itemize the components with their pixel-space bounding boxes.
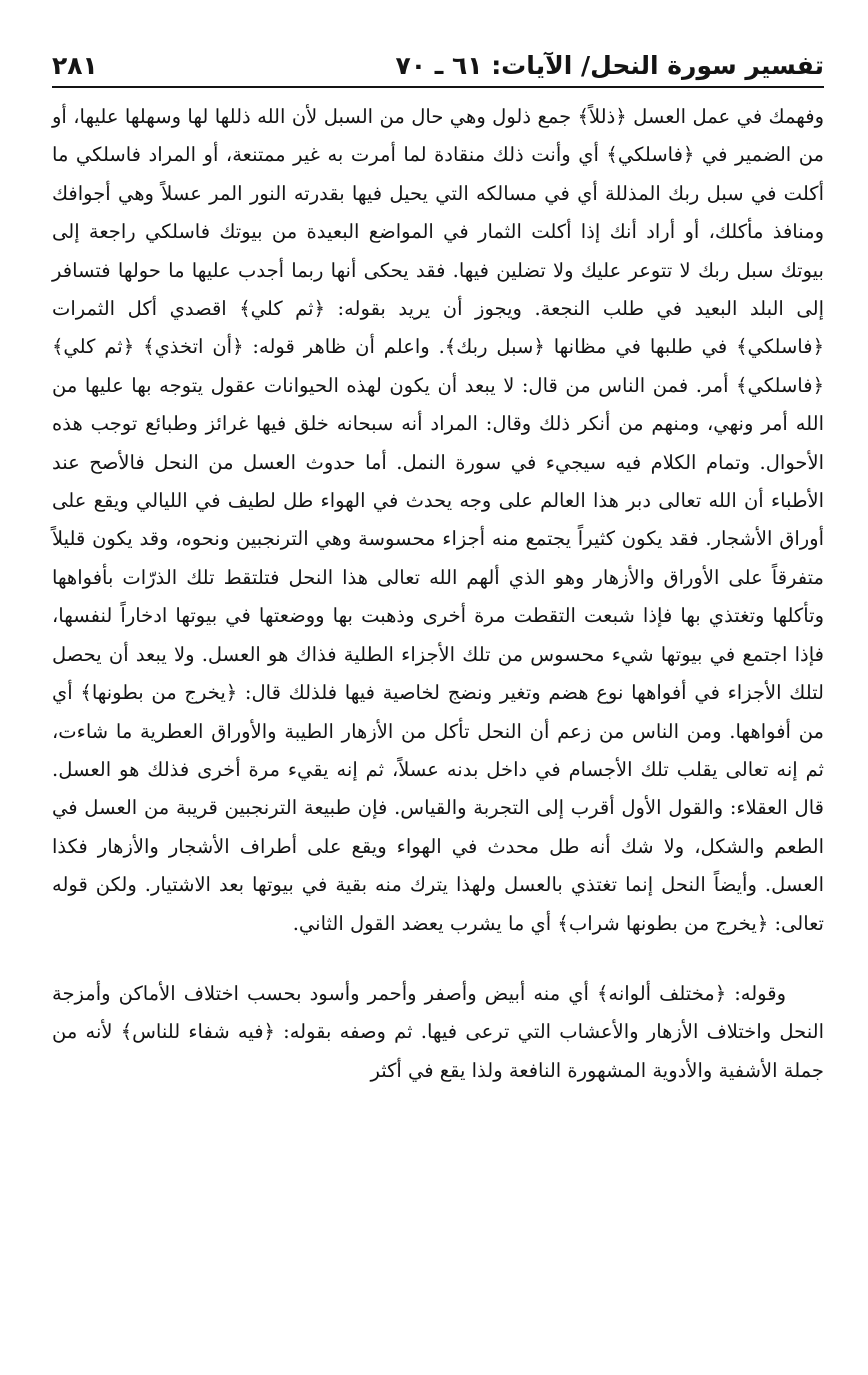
paragraph: وقوله: ﴿مختلف ألوانه﴾ أي منه أبيض وأصفر وأحمر وأسود بحسب اختلاف الأماكن وأمزجة النحل واختلاف الأزهار والأعشاب التي ترعى فيها. ثم وصفه بقوله: ﴿فيه شفاء للناس﴾ لأنه من جملة الأشفية والأدوية المشهورة النافعة ولذا يقع في أكثر <box>52 981 824 1082</box>
paragraph: وفهمك في عمل العسل ﴿ذللاً﴾ جمع ذلول وهي حال من السبل لأن الله ذللها لها وسهلها عليها، أو من الضمير في ﴿فاسلكي﴾ أي وأنت ذلك منقادة لما أمرت به غير ممتنعة، أو المراد فاسلكي ما أكلت في سبل ربك المذللة أي في مسالكه التي يحيل فيها بقدرته النور المر عسلاً وهي أجوافك ومنافذ مأكلك، أو أراد أنك إذا أكلت الثمار في المواضع البعيدة من بيوتك فاسلكي راجعة إلى بيوتك سبل ربك لا تتوعر عليك ولا تضلين فيها. فقد يحكى أنها ربما أجدب عليها ما حولها فتسافر إلى البلد البعيد في طلب النجعة. ويجوز أن يريد بقوله: ﴿ثم كلي﴾ اقصدي أكل الثمرات ﴿فاسلكي﴾ في طلبها في مظانها ﴿سبل ربك﴾. واعلم أن ظاهر قوله: ﴿أن اتخذي﴾ ﴿ثم كلي﴾ ﴿فاسلكي﴾ أمر. فمن الناس من قال: لا يبعد أن يكون لهذه الحيوانات عقول يتوجه بها عليها من الله أمر ونهي، ومنهم من أنكر ذلك وقال: المراد أنه سبحانه خلق فيها غرائز وطبائع توجب هذه الأحوال. وتمام الكلام فيه سيجيء في سورة النمل. أما حدوث العسل من النحل فالأصح عند الأطباء أن الله تعالى دبر هذا العالم على وجه يحدث في الهواء طل لطيف في الليالي ويقع على أوراق الأشجار. فقد يكون كثيراً يجتمع منه أجزاء محسوسة وهي الترنجبين ونحوه، وقد يكون قليلاً متفرقاً على الأوراق والأزهار وهو الذي ألهم الله تعالى هذا النحل فتلتقط تلك الذرّات بأفواهها وتأكلها وتغتذي بها فإذا شبعت التقطت مرة أخرى وذهبت بها ووضعتها في بيوتها ادخاراً لنفسها، فإذا اجتمع في بيوتها شيء محسوس من تلك الأجزاء الطلية فذاك هو العسل. ولا يبعد أن يحصل لتلك الأجزاء في أفواهها نوع هضم وتغير ونضج لخاصية فيها فلذلك قال: ﴿يخرج من بطونها﴾ أي من أفواهها. ومن الناس من زعم أن النحل تأكل من الأزهار الطيبة والأوراق العطرية ما شاءت، ثم إنه تعالى يقلب تلك الأجسام في داخل بدنه عسلاً، ثم إنه يقيء مرة أخرى فذلك هو العسل. قال العقلاء: والقول الأول أقرب إلى التجربة والقياس. فإن طبيعة الترنجبين قريبة من العسل في الطعم والشكل، ولا شك أنه طل محدث في الهواء ويقع على أطراف الأشجار والأزهار فكذا العسل. وأيضاً النحل إنما تغتذي بالعسل ولهذا يترك منه بقية في بيوتها بعد الاشتيار. ولكن قوله تعالى: ﴿يخرج من بطونها شراب﴾ أي ما يشرب يعضد القول الثاني. <box>52 105 824 935</box>
page-body <box>52 98 824 1090</box>
page-number: ٢٨١ <box>52 51 98 80</box>
page-header <box>52 40 824 88</box>
running-title: تفسير سورة النحل/ الآيات: ٦١ ـ ٧٠ <box>395 51 824 80</box>
